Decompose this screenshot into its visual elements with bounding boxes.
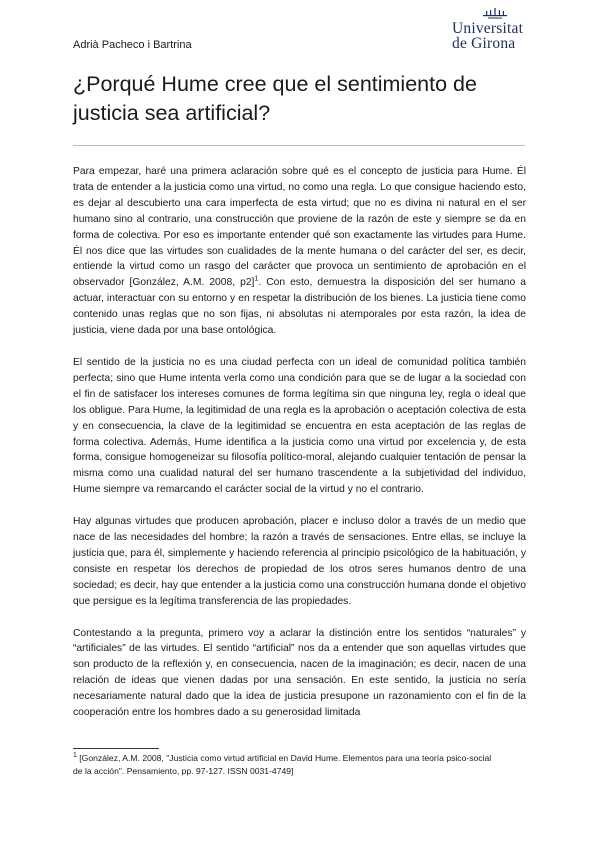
logo-line-2: de Girona [452,35,516,52]
paragraph-text: Para empezar, haré una primera aclaración sobre qué es el concepto de justicia para Hume. Él trata de entender a la justicia como una virtud, no como una regla. Lo que consigue haciendo esto, es dejar al descubierto una cara imperfecta de esta virtud; que no es divina ni natural en el ser humano sino al contrario, una construcción que proviene de la razón de este y siempre se da en forma de colectiva. Por eso es importante entender qué son exactamente las virtudes para Hume. Él nos dice que las virtudes son cualidades de la mente humana o del carácter del ser, es decir, entiende la virtud como un rasgo del carácter que provoca un sentimiento de aprobación en el observador [González, A.M. 2008, p2] [73,166,526,289]
title-divider [73,145,525,146]
footnote [73,752,493,778]
author-name: Adrià Pacheco i Bartrina [73,39,192,51]
document-title: ¿Porqué Hume cree que el sentimiento de justicia sea artificial? [73,72,477,125]
footnote-divider [73,748,159,749]
footnote-text: [González, A.M. 2008, "Justicia como virtud artificial en David Hume. Elementos para una teoría psico-social de la acción". Pensamiento, pp. 97-127. ISSN 0031-4749] [73,753,492,776]
logo-line-1: Universitat [452,20,524,37]
university-logo [452,8,538,51]
paragraph-text: . Con esto, demuestra la disposición del ser humano a actuar, interactuar con su entorno y en respetar la distribución de los bienes. La justicia tiene como contenido unas reglas que no son fijas, ni absolutas ni atemporales por esta razón, la idea de justicia, viene dada por una base ontológica. [73,277,526,337]
paragraph: El sentido de la justicia no es una ciudad perfecta con un ideal de comunidad política también perfecta; sino que Hume intenta verla como una condición para que se de lugar a la sociedad con el fin de satisfacer los intereses comunes de forma legítima sin que ninguna ley, regla o ideal que los obligue. Para Hume, la legitimidad de una regla es la aprobación o aceptación colectiva de esta y en consecuencia, la clave de la legitimidad se encuentra en esta aceptación de las reglas de forma colectiva. Además, Hume identifica a la justicia como una virtud por excelencia y, de esta forma, consigue homogeneizar su filosofía político-moral, alejando cualquier tentación de pensar la misma como una cualidad natural del ser humano trascendente a la subjetividad del individuo, Hume siempre va remarcando el carácter social de la virtud y no el contrario. [73,356,526,496]
footnote-reference: 1 [254,275,259,283]
document-body [73,164,526,737]
paragraph: Contestando a la pregunta, primero voy a aclarar la distinción entre los sentidos “naturales” y “artificiales” de las virtudes. El sentido “artificial” nos da a entender que son aquellas virtudes que son producto de la reflexión y, en consecuencia, nacen de la imaginación; es decir, nacen de una relación de ideas que vienen dadas por una sensación. En este sentido, la justicia no sería necesariamente natural dado que la idea de justicia presupone un razonamiento con el fin de la cooperación entre los hombres dado a su generosidad limitada [73,627,526,719]
paragraph [73,164,526,339]
paragraph: Hay algunas virtudes que producen aprobación, placer e incluso dolor a través de un medio que nace de las necesidades del hombre; la razón a través de sensaciones. Entre ellas, se incluye la justicia que, para él, simplemente y haciendo referencia al principio psicológico de la habituación, y consiste en respetar los derechos de propiedad de los otros seres humanos dentro de una sociedad; es decir, hay que entender a la justicia como una construcción humana donde el objetivo que persigue es la legítima transferencia de las propiedades. [73,516,526,607]
footnote-mark: 1 [73,752,77,760]
cathedral-emblem-icon [482,8,508,20]
